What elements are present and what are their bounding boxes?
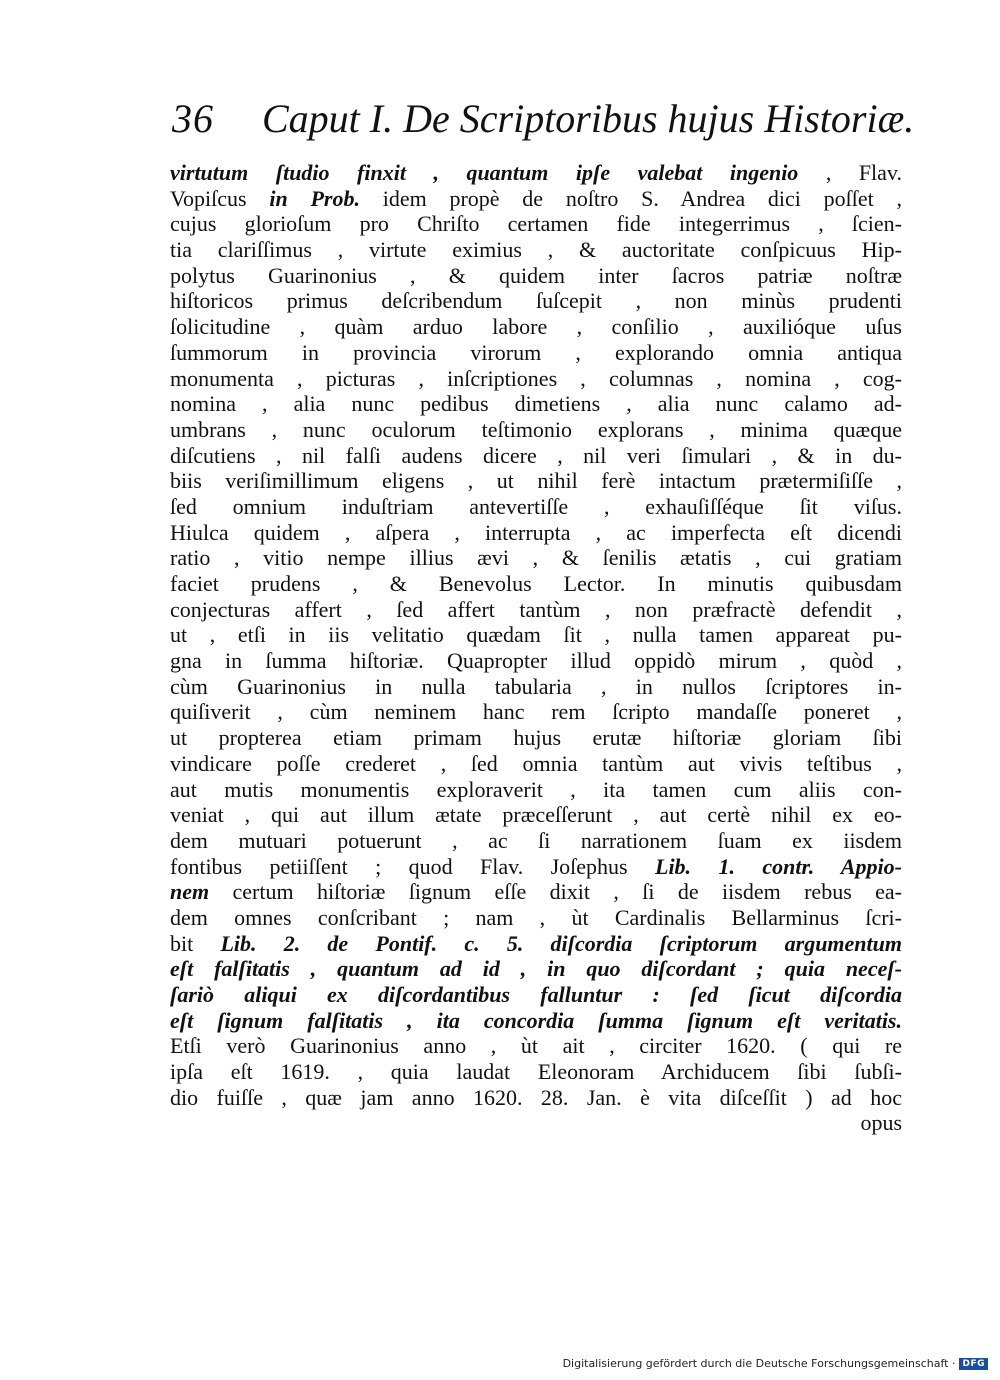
text-segment: fontibus petiiſſent ; quod Flav. Joſephus — [170, 853, 655, 879]
text-segment: ſolicitudine , quàm arduo labore , conſilio , auxilióque uſus — [170, 314, 902, 340]
text-segment: ut , etſi in iis velitatio quædam ſit , nulla tamen appareat pu- — [170, 622, 902, 648]
text-segment: aut mutis monumentis exploraverit , ita tamen cum aliis con- — [170, 776, 902, 802]
italic-segment: Lib. 2. de Pontif. c. 5. diſcordia ſcriptorum argumentum — [220, 930, 902, 956]
text-line — [170, 391, 902, 417]
text-segment: veniat , qui aut illum ætate præceſſerunt , aut certè nihil ex eo- — [170, 802, 902, 828]
text-segment: monumenta , picturas , inſcriptiones , columnas , nomina , cog- — [170, 365, 902, 391]
italic-segment: nem — [170, 879, 210, 905]
page-header-title: Caput I. De Scriptoribus hujus Historiæ. — [262, 96, 915, 141]
text-segment: bit — [170, 930, 221, 956]
text-line — [170, 468, 902, 494]
text-line — [170, 288, 902, 314]
text-line — [170, 699, 902, 725]
text-segment: ſed omnium induſtriam antevertiſſe , exhauſiſſéque ſit viſus. — [170, 493, 902, 519]
text-line — [170, 854, 902, 880]
text-line — [170, 160, 902, 186]
text-line — [170, 751, 902, 777]
text-line — [170, 828, 902, 854]
italic-segment: Lib. 1. contr. Appio- — [655, 853, 902, 879]
text-line — [170, 263, 902, 289]
text-segment: Vopiſcus — [170, 185, 270, 211]
text-line — [170, 520, 902, 546]
italic-segment: ſariò aliqui ex diſcordantibus falluntur : ſed ſicut diſcordia — [170, 982, 902, 1007]
text-line — [170, 931, 902, 957]
text-segment: idem propè de noſtro S. Andrea dici poſſet , — [359, 185, 902, 211]
text-line — [170, 725, 902, 751]
text-segment: quiſiverit , cùm neminem hanc rem ſcripto mandaſſe poneret , — [170, 699, 902, 725]
text-segment: ipſa eſt 1619. , quia laudat Eleonoram Archiducem ſibi ſubſi- — [170, 1059, 902, 1085]
text-segment: cùm Guarinonius in nulla tabularia , in nullos ſcriptores in- — [170, 673, 902, 699]
text-line — [170, 648, 902, 674]
text-segment: biis veriſimillimum eligens , ut nihil ferè intactum prætermiſiſſe , — [170, 468, 902, 494]
text-line — [170, 545, 902, 571]
italic-segment: eſt ſignum falſitatis , ita concordia ſumma ſignum eſt veritatis. — [170, 1007, 902, 1033]
text-line — [170, 597, 902, 623]
dfg-logo: DFG — [959, 1358, 988, 1370]
text-segment: faciet prudens , & Benevolus Lector. In minutis quibusdam — [170, 571, 902, 596]
italic-segment: eſt falſitatis , quantum ad id , in quo diſcordant ; quia neceſ- — [170, 956, 902, 982]
text-segment: tia clariſſimus , virtute eximius , & auctoritate conſpicuus Hip- — [170, 237, 902, 263]
text-line — [170, 571, 902, 597]
text-line — [170, 956, 902, 982]
text-segment: dem omnes conſcribant ; nam , ùt Cardinalis Bellarminus ſcri- — [170, 904, 902, 930]
text-segment: ratio , vitio nempe illius ævi , & ſenilis ætatis , cui gratiam — [170, 545, 902, 571]
text-segment: Hiulca quidem , aſpera , interrupta , ac imperfecta eſt dicendi — [170, 519, 902, 545]
text-line — [170, 417, 902, 443]
text-line — [170, 777, 902, 803]
text-line — [170, 1110, 902, 1136]
text-line — [170, 982, 902, 1008]
text-line — [170, 802, 902, 828]
text-segment: polytus Guarinonius , & quidem inter ſacros patriæ noſtræ — [170, 262, 902, 288]
text-segment: certum hiſtoriæ ſignum eſſe dixit , ſi de iisdem rebus ea- — [209, 879, 902, 905]
italic-segment: virtutum ſtudio finxit , quantum ipſe valebat ingenio — [170, 160, 799, 185]
page-number: 36 — [172, 96, 214, 141]
text-line — [170, 622, 902, 648]
text-segment: gna in ſumma hiſtoriæ. Quapropter illud oppidò mirum , quòd , — [170, 648, 902, 674]
text-segment: ut propterea etiam primam hujus erutæ hiſtoriæ gloriam ſibi — [170, 725, 902, 751]
text-segment: hiſtoricos primus deſcribendum ſuſcepit , non minùs prudenti — [170, 288, 902, 314]
text-line — [170, 905, 902, 931]
text-segment: opus — [860, 1110, 902, 1136]
text-segment: cujus glorioſum pro Chriſto certamen fide integerrimus , ſcien- — [170, 211, 902, 237]
text-segment: diſcutiens , nil falſi audens dicere , nil veri ſimulari , & in du- — [170, 442, 902, 468]
running-head — [172, 95, 915, 145]
body-text — [170, 160, 902, 1136]
text-line — [170, 237, 902, 263]
text-line — [170, 1059, 902, 1085]
italic-segment: in Prob. — [269, 185, 360, 211]
text-line — [170, 366, 902, 392]
text-line — [170, 186, 902, 212]
text-segment: umbrans , nunc oculorum teſtimonio explorans , minima quæque — [170, 416, 902, 442]
text-segment: vindicare poſſe crederet , ſed omnia tantùm aut vivis teſtibus , — [170, 750, 902, 776]
text-line — [170, 1033, 902, 1059]
text-segment: , Flav. — [798, 160, 902, 185]
text-segment: conjecturas affert , ſed affert tantùm , non præfractè defendit , — [170, 596, 902, 622]
text-line — [170, 340, 902, 366]
text-line — [170, 211, 902, 237]
text-line — [170, 1008, 902, 1034]
text-segment: dio fuiſſe , quæ jam anno 1620. 28. Jan. è vita diſceſſit ) ad hoc — [170, 1084, 902, 1110]
text-line — [170, 879, 902, 905]
footer — [563, 1357, 988, 1370]
text-segment: Etſi verò Guarinonius anno , ùt ait , circiter 1620. ( qui re — [170, 1033, 902, 1059]
text-line — [170, 314, 902, 340]
text-line — [170, 494, 902, 520]
text-line — [170, 674, 902, 700]
text-segment: dem mutuari potuerunt , ac ſi narrationem ſuam ex iisdem — [170, 827, 902, 853]
text-line — [170, 443, 902, 469]
text-segment: ſummorum in provincia virorum , explorando omnia antiqua — [170, 339, 902, 365]
footer-credit: Digitalisierung gefördert durch die Deutsche Forschungsgemeinschaft · — [562, 1357, 956, 1370]
text-line — [170, 1085, 902, 1111]
text-segment: nomina , alia nunc pedibus dimetiens , alia nunc calamo ad- — [170, 391, 902, 417]
